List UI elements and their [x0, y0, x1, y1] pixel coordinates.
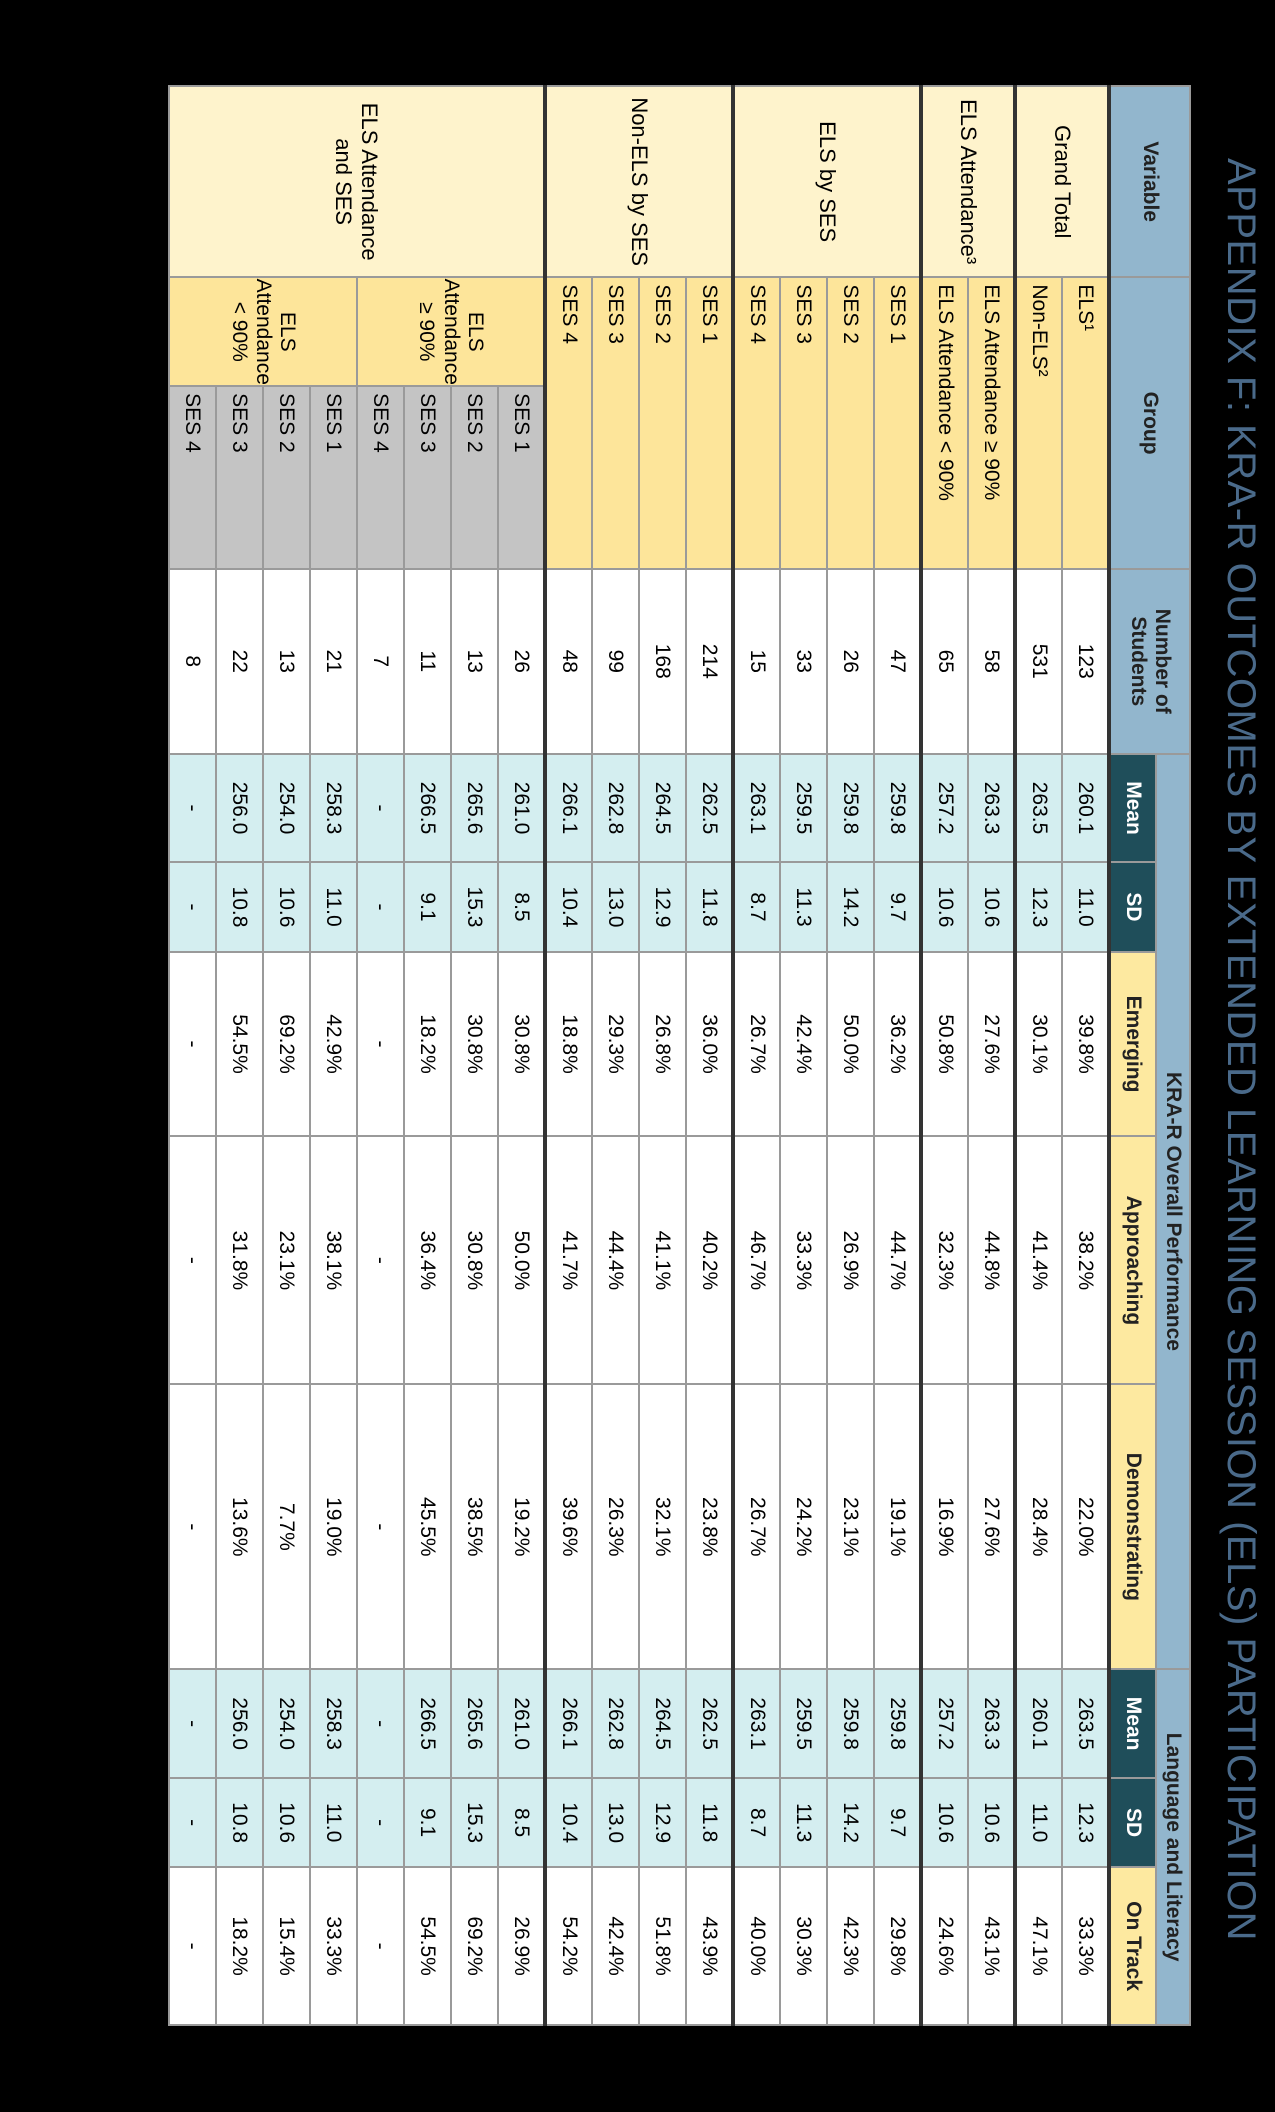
cell-ll-sd: 12.9 — [639, 1778, 686, 1867]
group-label: ELS Attendance < 90% — [921, 277, 968, 568]
cell-n: 7 — [357, 569, 404, 754]
table-row — [592, 86, 639, 2025]
cell-approaching: 41.1% — [639, 1136, 686, 1384]
cell-n: 58 — [968, 569, 1015, 754]
cell-demonstrating: 22.0% — [1062, 1384, 1109, 1669]
cell-ll-mean: 263.5 — [1062, 1669, 1109, 1778]
cell-emerging: 42.4% — [780, 952, 827, 1137]
cell-approaching: 46.7% — [733, 1136, 780, 1384]
cell-on-track: 33.3% — [1062, 1867, 1109, 2025]
cell-on-track: 69.2% — [451, 1867, 498, 2025]
cell-ll-mean: 263.1 — [733, 1669, 780, 1778]
cell-n: 65 — [921, 569, 968, 754]
cell-mean: 266.5 — [404, 754, 451, 863]
table-row — [1062, 86, 1109, 2025]
cell-mean: 263.3 — [968, 754, 1015, 863]
cell-sd: 11.0 — [1062, 862, 1109, 951]
table-row — [639, 86, 686, 2025]
table-row — [780, 86, 827, 2025]
cell-ll-sd: 8.7 — [733, 1778, 780, 1867]
table-row — [733, 86, 780, 2025]
cell-on-track: 15.4% — [263, 1867, 310, 2025]
cell-ll-sd: 10.6 — [263, 1778, 310, 1867]
cell-sd: 9.1 — [404, 862, 451, 951]
cell-approaching: 30.8% — [451, 1136, 498, 1384]
group-label: Non-ELS² — [1015, 277, 1062, 568]
cell-ll-mean: 263.3 — [968, 1669, 1015, 1778]
cell-ll-mean: 259.5 — [780, 1669, 827, 1778]
cell-approaching: - — [357, 1136, 404, 1384]
cell-approaching: 44.4% — [592, 1136, 639, 1384]
cell-ll-sd: 11.3 — [780, 1778, 827, 1867]
header-variable: Variable — [1109, 86, 1190, 277]
cell-approaching: 31.8% — [216, 1136, 263, 1384]
cell-ll-sd: 11.8 — [686, 1778, 733, 1867]
cell-sd: 8.7 — [733, 862, 780, 951]
table-row — [827, 86, 874, 2025]
subgroup-label: SES 4 — [357, 386, 404, 569]
cell-ll-sd: 10.4 — [545, 1778, 592, 1867]
table-row — [686, 86, 733, 2025]
cell-sd: 10.4 — [545, 862, 592, 951]
subgroup-label: SES 3 — [216, 386, 263, 569]
table-row — [310, 86, 357, 2025]
cell-n: 26 — [827, 569, 874, 754]
outcomes-table — [168, 85, 1191, 2026]
table-row — [545, 86, 592, 2025]
cell-ll-mean: 254.0 — [263, 1669, 310, 1778]
header-group: Group — [1109, 277, 1190, 568]
cell-demonstrating: - — [169, 1384, 216, 1669]
cell-emerging: 27.6% — [968, 952, 1015, 1137]
cell-ll-sd: 12.3 — [1062, 1778, 1109, 1867]
table-row — [498, 86, 545, 2025]
cell-ll-sd: 9.7 — [874, 1778, 921, 1867]
header-ll-mean: Mean — [1109, 1669, 1156, 1778]
cell-sd: 12.3 — [1015, 862, 1062, 951]
cell-on-track: 43.9% — [686, 1867, 733, 2025]
cell-demonstrating: 19.0% — [310, 1384, 357, 1669]
cell-approaching: 36.4% — [404, 1136, 451, 1384]
cell-n: 15 — [733, 569, 780, 754]
header-approaching: Approaching — [1109, 1136, 1156, 1384]
cell-sd: 12.9 — [639, 862, 686, 951]
cell-on-track: 40.0% — [733, 1867, 780, 2025]
subgroup-label: SES 2 — [451, 386, 498, 569]
cell-mean: 262.8 — [592, 754, 639, 863]
cell-on-track: 42.3% — [827, 1867, 874, 2025]
cell-n: 168 — [639, 569, 686, 754]
cell-approaching: 44.8% — [968, 1136, 1015, 1384]
group-label: SES 3 — [780, 277, 827, 568]
cell-sd: 10.6 — [263, 862, 310, 951]
cell-ll-sd: 15.3 — [451, 1778, 498, 1867]
cell-approaching: 50.0% — [498, 1136, 545, 1384]
cell-ll-mean: 256.0 — [216, 1669, 263, 1778]
variable-els-attendance-and-ses: ELS Attendance and SES — [169, 86, 545, 277]
group-label: SES 2 — [827, 277, 874, 568]
cell-mean: - — [357, 754, 404, 863]
cell-approaching: 41.4% — [1015, 1136, 1062, 1384]
cell-sd: - — [169, 862, 216, 951]
cell-ll-mean: - — [357, 1669, 404, 1778]
header-ll-sd: SD — [1109, 1778, 1156, 1867]
cell-sd: 14.2 — [827, 862, 874, 951]
cell-n: 21 — [310, 569, 357, 754]
cell-mean: 266.1 — [545, 754, 592, 863]
cell-mean: 265.6 — [451, 754, 498, 863]
header-number-of-students: Number of Students — [1109, 569, 1190, 754]
cell-on-track: 54.5% — [404, 1867, 451, 2025]
cell-n: 99 — [592, 569, 639, 754]
cell-n: 531 — [1015, 569, 1062, 754]
cell-demonstrating: 26.7% — [733, 1384, 780, 1669]
cell-ll-mean: 258.3 — [310, 1669, 357, 1778]
header-kra-overall: KRA-R Overall Performance — [1156, 754, 1190, 1670]
cell-mean: 259.5 — [780, 754, 827, 863]
cell-sd: 11.3 — [780, 862, 827, 951]
cell-n: 33 — [780, 569, 827, 754]
subgroup-label: SES 2 — [263, 386, 310, 569]
cell-emerging: 30.1% — [1015, 952, 1062, 1137]
cell-emerging: 42.9% — [310, 952, 357, 1137]
group-label: SES 4 — [545, 277, 592, 568]
table-row — [874, 86, 921, 2025]
cell-demonstrating: 16.9% — [921, 1384, 968, 1669]
cell-on-track: 47.1% — [1015, 1867, 1062, 2025]
cell-ll-sd: 9.1 — [404, 1778, 451, 1867]
cell-approaching: 32.3% — [921, 1136, 968, 1384]
cell-ll-sd: 13.0 — [592, 1778, 639, 1867]
header-demonstrating: Demonstrating — [1109, 1384, 1156, 1669]
table-row — [968, 86, 1015, 2025]
variable-els-attendance: ELS Attendance³ — [921, 86, 1015, 277]
variable-grand-total: Grand Total — [1015, 86, 1109, 277]
cell-on-track: 18.2% — [216, 1867, 263, 2025]
cell-emerging: 39.8% — [1062, 952, 1109, 1137]
cell-ll-sd: 10.8 — [216, 1778, 263, 1867]
cell-ll-sd: - — [357, 1778, 404, 1867]
cell-sd: 10.8 — [216, 862, 263, 951]
cell-on-track: 43.1% — [968, 1867, 1015, 2025]
cell-ll-sd: 8.5 — [498, 1778, 545, 1867]
cell-ll-mean: 266.5 — [404, 1669, 451, 1778]
cell-approaching: 40.2% — [686, 1136, 733, 1384]
header-sd: SD — [1109, 862, 1156, 951]
cell-n: 13 — [451, 569, 498, 754]
cell-approaching: 41.7% — [545, 1136, 592, 1384]
cell-demonstrating: 32.1% — [639, 1384, 686, 1669]
cell-ll-mean: - — [169, 1669, 216, 1778]
table-row — [1015, 86, 1062, 2025]
cell-on-track: - — [169, 1867, 216, 2025]
cell-n: 123 — [1062, 569, 1109, 754]
group-attendance-lt-90: ELS Attendance < 90% — [169, 277, 357, 386]
cell-on-track: 24.6% — [921, 1867, 968, 2025]
cell-emerging: 30.8% — [498, 952, 545, 1137]
cell-demonstrating: 27.6% — [968, 1384, 1015, 1669]
header-on-track: On Track — [1109, 1867, 1156, 2025]
cell-ll-mean: 261.0 — [498, 1669, 545, 1778]
cell-demonstrating: 19.1% — [874, 1384, 921, 1669]
cell-ll-mean: 266.1 — [545, 1669, 592, 1778]
cell-approaching: 44.7% — [874, 1136, 921, 1384]
cell-mean: 259.8 — [874, 754, 921, 863]
cell-approaching: 38.1% — [310, 1136, 357, 1384]
cell-ll-sd: 10.6 — [968, 1778, 1015, 1867]
cell-approaching: - — [169, 1136, 216, 1384]
cell-emerging: 30.8% — [451, 952, 498, 1137]
cell-n: 214 — [686, 569, 733, 754]
cell-demonstrating: 28.4% — [1015, 1384, 1062, 1669]
cell-ll-sd: 10.6 — [921, 1778, 968, 1867]
cell-sd: 13.0 — [592, 862, 639, 951]
cell-demonstrating: - — [357, 1384, 404, 1669]
cell-mean: 260.1 — [1062, 754, 1109, 863]
cell-ll-mean: 265.6 — [451, 1669, 498, 1778]
cell-approaching: 23.1% — [263, 1136, 310, 1384]
cell-mean: 262.5 — [686, 754, 733, 863]
subgroup-label: SES 3 — [404, 386, 451, 569]
cell-on-track: - — [357, 1867, 404, 2025]
cell-demonstrating: 38.5% — [451, 1384, 498, 1669]
cell-sd: - — [357, 862, 404, 951]
cell-demonstrating: 24.2% — [780, 1384, 827, 1669]
cell-mean: 254.0 — [263, 754, 310, 863]
cell-mean: - — [169, 754, 216, 863]
cell-emerging: 26.7% — [733, 952, 780, 1137]
cell-ll-sd: 11.0 — [310, 1778, 357, 1867]
cell-emerging: 50.8% — [921, 952, 968, 1137]
variable-non-els-by-ses: Non-ELS by SES — [545, 86, 733, 277]
cell-demonstrating: 26.3% — [592, 1384, 639, 1669]
cell-emerging: - — [357, 952, 404, 1137]
group-label: SES 4 — [733, 277, 780, 568]
cell-emerging: 36.0% — [686, 952, 733, 1137]
subgroup-label: SES 1 — [498, 386, 545, 569]
cell-emerging: 54.5% — [216, 952, 263, 1137]
cell-n: 26 — [498, 569, 545, 754]
group-label: SES 2 — [639, 277, 686, 568]
cell-demonstrating: 23.1% — [827, 1384, 874, 1669]
group-label: SES 3 — [592, 277, 639, 568]
group-label: SES 1 — [874, 277, 921, 568]
cell-n: 8 — [169, 569, 216, 754]
cell-ll-mean: 262.5 — [686, 1669, 733, 1778]
table-row — [921, 86, 968, 2025]
cell-on-track: 42.4% — [592, 1867, 639, 2025]
cell-emerging: 36.2% — [874, 952, 921, 1137]
cell-on-track: 54.2% — [545, 1867, 592, 2025]
cell-mean: 259.8 — [827, 754, 874, 863]
cell-sd: 8.5 — [498, 862, 545, 951]
group-label: SES 1 — [686, 277, 733, 568]
cell-mean: 261.0 — [498, 754, 545, 863]
cell-demonstrating: 19.2% — [498, 1384, 545, 1669]
table-body — [169, 86, 1109, 2025]
cell-on-track: 33.3% — [310, 1867, 357, 2025]
header-emerging: Emerging — [1109, 952, 1156, 1137]
subgroup-label: SES 1 — [310, 386, 357, 569]
cell-emerging: 26.8% — [639, 952, 686, 1137]
cell-on-track: 51.8% — [639, 1867, 686, 2025]
cell-demonstrating: 39.6% — [545, 1384, 592, 1669]
cell-emerging: 18.8% — [545, 952, 592, 1137]
variable-els-by-ses: ELS by SES — [733, 86, 921, 277]
cell-mean: 264.5 — [639, 754, 686, 863]
cell-demonstrating: 45.5% — [404, 1384, 451, 1669]
cell-mean: 257.2 — [921, 754, 968, 863]
cell-ll-mean: 259.8 — [874, 1669, 921, 1778]
cell-sd: 11.8 — [686, 862, 733, 951]
cell-emerging: - — [169, 952, 216, 1137]
header-mean: Mean — [1109, 754, 1156, 863]
cell-ll-sd: 14.2 — [827, 1778, 874, 1867]
cell-emerging: 29.3% — [592, 952, 639, 1137]
cell-emerging: 50.0% — [827, 952, 874, 1137]
page-title: APPENDIX F: KRA-R OUTCOMES BY EXTENDED LEARNING SESSION (ELS) PARTICIPATION — [1219, 158, 1263, 1942]
cell-mean: 258.3 — [310, 754, 357, 863]
cell-ll-sd: 11.0 — [1015, 1778, 1062, 1867]
group-label: ELS¹ — [1062, 277, 1109, 568]
cell-sd: 11.0 — [310, 862, 357, 951]
cell-emerging: 69.2% — [263, 952, 310, 1137]
cell-approaching: 33.3% — [780, 1136, 827, 1384]
cell-ll-mean: 260.1 — [1015, 1669, 1062, 1778]
cell-mean: 256.0 — [216, 754, 263, 863]
cell-on-track: 30.3% — [780, 1867, 827, 2025]
cell-demonstrating: 7.7% — [263, 1384, 310, 1669]
cell-on-track: 29.8% — [874, 1867, 921, 2025]
cell-mean: 263.5 — [1015, 754, 1062, 863]
cell-sd: 15.3 — [451, 862, 498, 951]
cell-approaching: 26.9% — [827, 1136, 874, 1384]
group-attendance-ge-90: ELS Attendance ≥ 90% — [357, 277, 545, 386]
cell-n: 11 — [404, 569, 451, 754]
cell-ll-mean: 257.2 — [921, 1669, 968, 1778]
cell-emerging: 18.2% — [404, 952, 451, 1137]
group-label: ELS Attendance ≥ 90% — [968, 277, 1015, 568]
cell-sd: 9.7 — [874, 862, 921, 951]
cell-ll-mean: 262.8 — [592, 1669, 639, 1778]
cell-n: 22 — [216, 569, 263, 754]
cell-ll-mean: 259.8 — [827, 1669, 874, 1778]
subgroup-label: SES 4 — [169, 386, 216, 569]
cell-approaching: 38.2% — [1062, 1136, 1109, 1384]
cell-demonstrating: 23.8% — [686, 1384, 733, 1669]
cell-n: 48 — [545, 569, 592, 754]
cell-sd: 10.6 — [968, 862, 1015, 951]
header-language-literacy: Language and Literacy — [1156, 1669, 1190, 2025]
cell-demonstrating: 13.6% — [216, 1384, 263, 1669]
cell-n: 13 — [263, 569, 310, 754]
cell-mean: 263.1 — [733, 754, 780, 863]
cell-n: 47 — [874, 569, 921, 754]
cell-on-track: 26.9% — [498, 1867, 545, 2025]
cell-sd: 10.6 — [921, 862, 968, 951]
cell-ll-mean: 264.5 — [639, 1669, 686, 1778]
cell-ll-sd: - — [169, 1778, 216, 1867]
